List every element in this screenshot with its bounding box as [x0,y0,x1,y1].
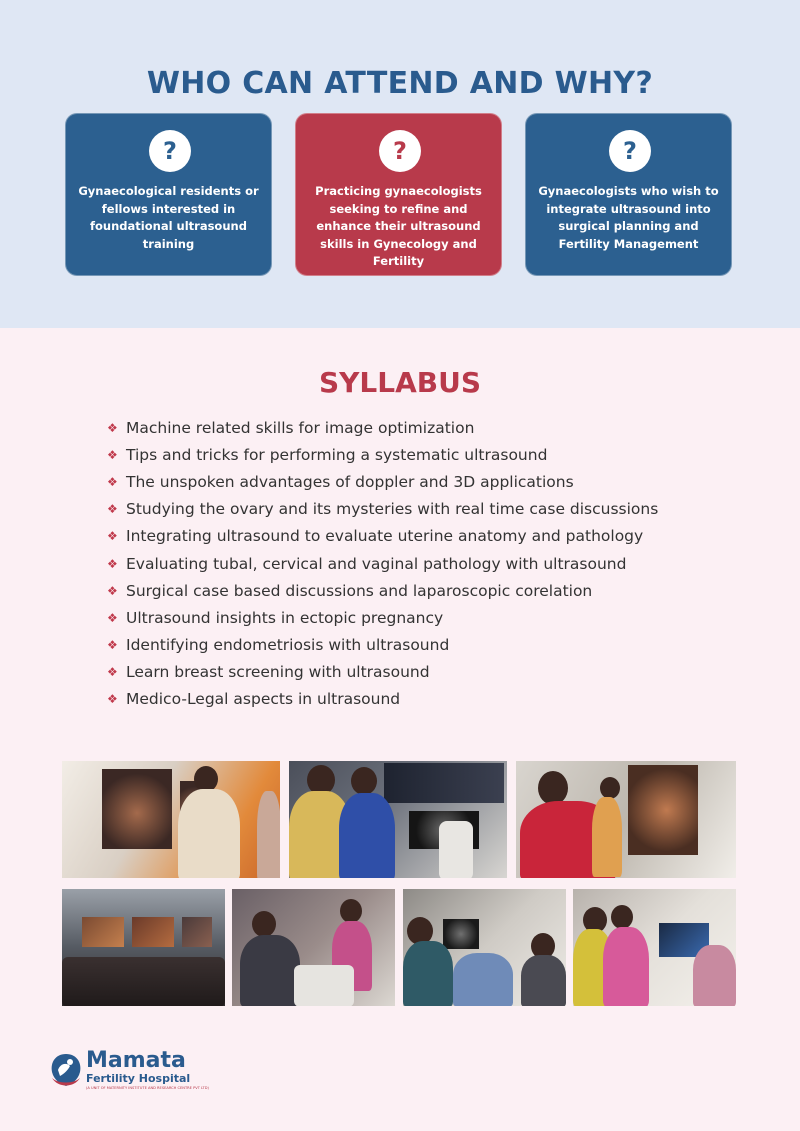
syllabus-item [107,686,727,713]
diamond-bullet-icon: ❖ [107,474,118,489]
workshop-photo-hands-on [289,761,507,878]
diamond-bullet-icon: ❖ [107,447,118,462]
syllabus-item [107,441,727,468]
syllabus-item-text: Tips and tricks for performing a systematic ultrasound [126,445,548,464]
diamond-bullet-icon: ❖ [107,610,118,625]
mamata-logo [48,1048,209,1094]
syllabus-item [107,414,727,441]
syllabus-item-text: Integrating ultrasound to evaluate uterine anatomy and pathology [126,527,644,546]
workshop-photo-monitor [403,889,566,1006]
workshop-photo-auditorium [62,889,225,1006]
audience-card-text: Gynaecological residents or fellows interested in foundational ultrasound training [78,184,259,251]
syllabus-item [107,468,727,495]
syllabus-item-text: Learn breast screening with ultrasound [126,663,430,682]
diamond-bullet-icon: ❖ [107,583,118,598]
logo-subtitle: Fertility Hospital [86,1072,191,1085]
workshop-photo-presentation [516,761,736,878]
audience-card-practicing [295,113,502,276]
question-mark-icon: ? [609,130,651,172]
syllabus-item-text: The unspoken advantages of doppler and 3D applications [126,472,574,491]
diamond-bullet-icon: ❖ [107,502,118,517]
audience-card-text: Practicing gynaecologists seeking to refine and enhance their ultrasound skills in Gynecology and Fertility [315,184,482,268]
syllabus-item-text: Machine related skills for image optimization [126,418,475,437]
syllabus-item [107,604,727,631]
question-mark-icon: ? [379,130,421,172]
logo-fine-print: (A UNIT OF MATERNITY INSTITUTE AND RESEARCH CENTRE PVT LTD) [86,1086,209,1090]
syllabus-item [107,496,727,523]
question-mark-icon: ? [149,130,191,172]
audience-card-residents [65,113,272,276]
diamond-bullet-icon: ❖ [107,529,118,544]
syllabus-item-text: Studying the ovary and its mysteries with real time case discussions [126,500,659,519]
diamond-bullet-icon: ❖ [107,556,118,571]
audience-card-text: Gynaecologists who wish to integrate ultrasound into surgical planning and Fertility Management [538,184,719,251]
diamond-bullet-icon: ❖ [107,420,118,435]
syllabus-item-text: Ultrasound insights in ectopic pregnancy [126,608,444,627]
workshop-photo-lecture [62,761,280,878]
syllabus-item [107,550,727,577]
syllabus-item-text: Identifying endometriosis with ultrasound [126,636,450,655]
syllabus-item-text: Evaluating tubal, cervical and vaginal pathology with ultrasound [126,554,627,573]
diamond-bullet-icon: ❖ [107,665,118,680]
syllabus-item-text: Medico-Legal aspects in ultrasound [126,690,401,709]
syllabus-heading: SYLLABUS [318,366,482,399]
workshop-photo-demo [573,889,736,1006]
logo-name: Mamata [86,1048,186,1073]
audience-card-surgical [525,113,732,276]
diamond-bullet-icon: ❖ [107,692,118,707]
workshop-photo-scanning [232,889,395,1006]
syllabus-item [107,523,727,550]
syllabus-item-text: Surgical case based discussions and laparoscopic corelation [126,581,593,600]
syllabus-list [107,414,727,713]
syllabus-item [107,632,727,659]
diamond-bullet-icon: ❖ [107,638,118,653]
who-can-attend-heading: WHO CAN ATTEND AND WHY? [146,66,654,101]
syllabus-item [107,577,727,604]
syllabus-item [107,659,727,686]
mamata-logo-mark-icon [48,1050,84,1090]
